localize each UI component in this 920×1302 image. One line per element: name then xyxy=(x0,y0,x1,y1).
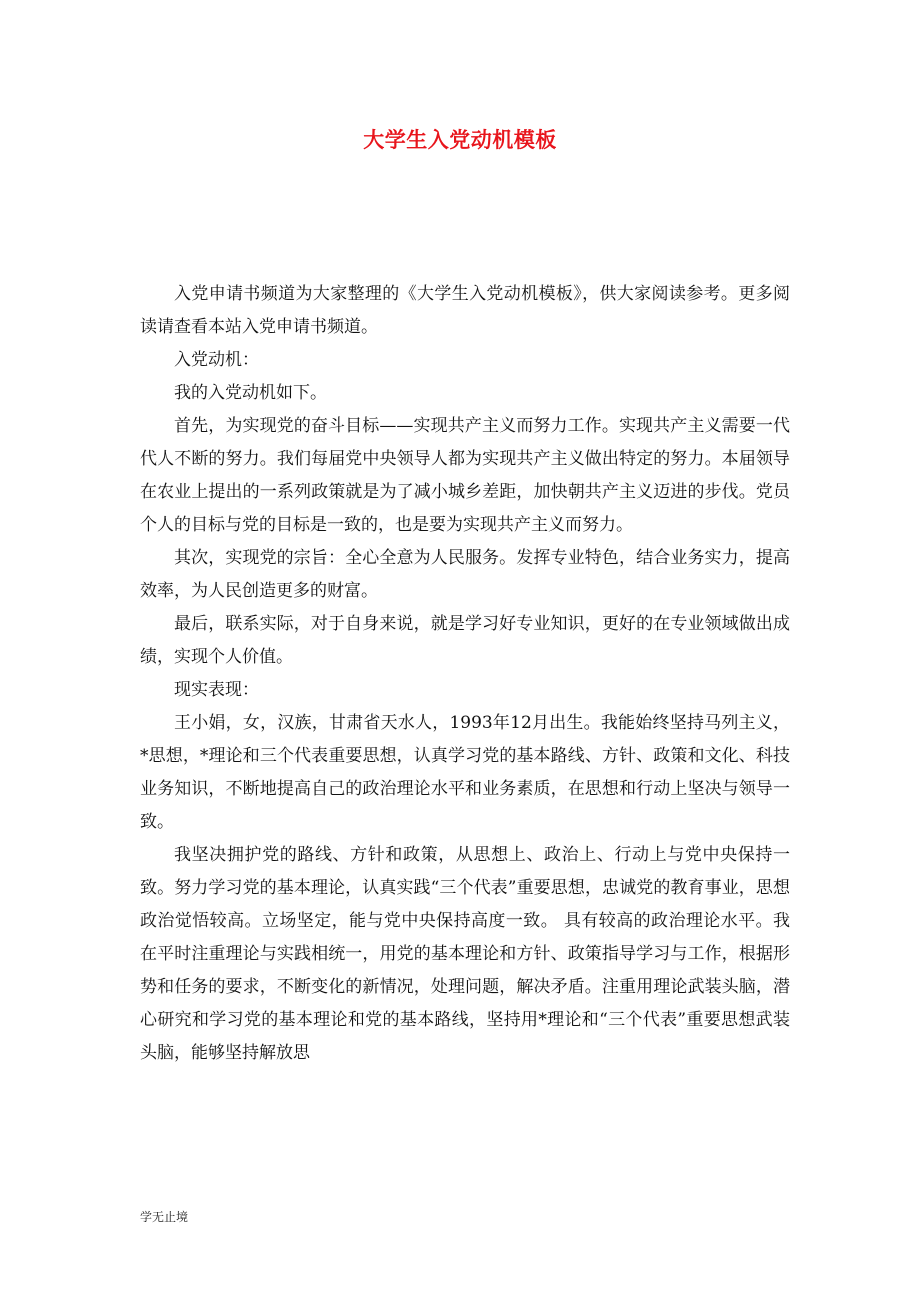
document-body xyxy=(140,278,790,1070)
document-title: 大学生入党动机模板 xyxy=(363,127,557,152)
paragraph-commitment: 我坚决拥护党的路线、方针和政策，从思想上、政治上、行动上与党中央保持一致。努力学习党的基本理论，认真实践“三个代表”重要思想，忠诚党的教育事业，思想政治觉悟较高。立场坚定，能与党中央保持高度一致。 具有较高的政治理论水平。我在平时注重理论与实践相统一，用党的基本理论和方针、政策指导学习与工作，根据形势和任务的要求，不断变化的新情况，处理问题，解决矛盾。注重用理论武装头脑，潜心研究和学习党的基本理论和党的基本路线，坚持用*理论和“三个代表”重要思想武装头脑，能够坚持解放思 xyxy=(140,845,790,1063)
paragraph-personal-info: 王小娟，女，汉族，甘肃省天水人，1993年12月出生。我能始终坚持马列主义，*思想，*理论和三个代表重要思想，认真学习党的基本路线、方针、政策和文化、科技业务知识，不断地提高自己的政治理论水平和业务素质，在思想和行动上坚决与领导一致。 xyxy=(140,713,790,832)
paragraph-motive-lead: 我的入党动机如下。 xyxy=(174,383,327,403)
page-footer: 学无止境 xyxy=(140,1210,189,1224)
paragraph-intro: 入党申请书频道为大家整理的《大学生入党动机模板》，供大家阅读参考。更多阅读请查看本站入党申请书频道。 xyxy=(140,284,790,337)
paragraph-heading-motive: 入党动机： xyxy=(174,350,259,370)
paragraph-first: 首先，为实现党的奋斗目标——实现共产主义而努力工作。实现共产主义需要一代代人不断的努力。我们每届党中央领导人都为实现共产主义做出特定的努力。本届领导在农业上提出的一系列政策就是为了减小城乡差距，加快朝共产主义迈进的步伐。党员个人的目标与党的目标是一致的，也是要为实现共产主义而努力。 xyxy=(140,416,790,535)
paragraph-second: 其次，实现党的宗旨：全心全意为人民服务。发挥专业特色，结合业务实力，提高效率，为人民创造更多的财富。 xyxy=(140,548,790,601)
paragraph-last: 最后，联系实际，对于自身来说，就是学习好专业知识，更好的在专业领域做出成绩，实现个人价值。 xyxy=(140,614,790,667)
paragraph-heading-performance: 现实表现： xyxy=(174,680,259,700)
